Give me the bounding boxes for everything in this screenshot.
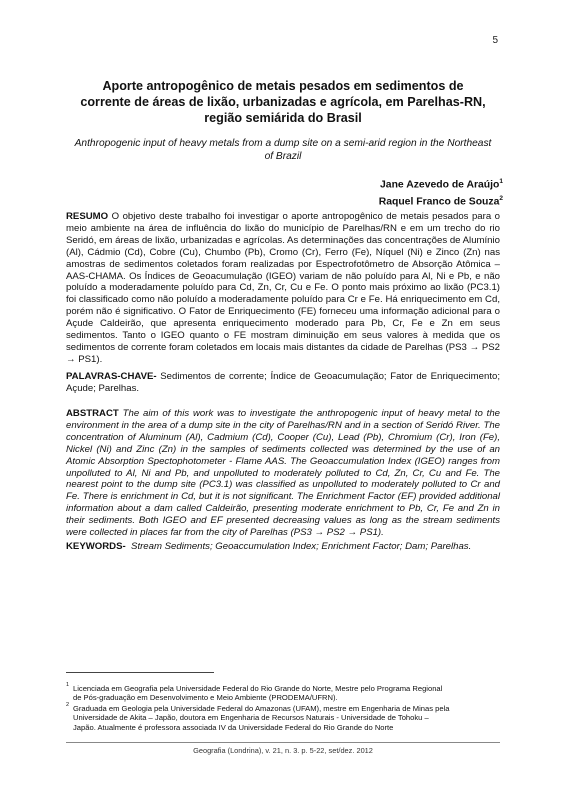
abstract-line: Fe. There is enrichment in Cd, but it is not significant. The Enrichment Factor (EF) provided additional	[66, 491, 500, 503]
author-name: Raquel Franco de Souza	[378, 196, 500, 208]
resumo-label: RESUMO	[66, 211, 109, 222]
journal-citation: Geografia (Londrina), v. 21, n. 3. p. 5-22, set/dez. 2012	[193, 746, 373, 755]
palavras-chave-text: Sedimentos de corrente; Índice de Geoacumulação; Fator de Enriquecimento;	[160, 371, 500, 382]
article-title	[62, 78, 504, 126]
palavras-chave-label: PALAVRAS-CHAVE-	[66, 371, 157, 382]
resumo-line: AAS-CHAMA. Os Índices de Geoacumulação (IGEO) variam de não poluído para Al, Ni e Pb, e não	[66, 270, 500, 282]
abstract-line: were collected in places far from the city of Parelhas (PS3 → PS2 → PS1).	[66, 527, 384, 539]
palavras-chave-line: Açude; Parelhas.	[66, 382, 140, 394]
abstract-line: their sediments. Both IGEO and EF presented decreasing values as long as the stream sediments	[66, 515, 500, 527]
author-note-mark: 2	[499, 195, 503, 203]
abstract-line: concentration of Aluminum (Al), Cadmium (Cd), Cooper (Cu), Lead (Pb), Chromium (Cr), Iron (Fe),	[66, 431, 500, 443]
palavras-chave-section	[66, 371, 500, 395]
resumo-line: sedimentos. Tanto o IGEO quanto o FE mostram diminuição em seus valores à medida que os	[66, 330, 500, 342]
resumo-line: poluído a moderadamente poluído para Cd, Zn, Cr, Cu e Fe. O ponto mais próximo ao lixão (PC3.1)	[66, 282, 500, 294]
title-line: corrente de áreas de lixão, urbanizadas e agrícola, em Parelhas-RN,	[80, 95, 486, 109]
resumo-section	[66, 211, 500, 366]
keywords-text: Stream Sediments; Geoaccumulation Index; Enrichment Factor; Dam; Parelhas.	[131, 541, 472, 552]
footnote-line: Licenciada em Geografia pela Universidade Federal do Rio Grande do Norte, Mestre pelo Programa Regional	[73, 684, 443, 693]
author	[379, 175, 503, 192]
resumo-line	[66, 211, 500, 223]
footnotes	[66, 684, 500, 733]
resumo-line: foi classificado como não poluído a moderadamente poluído para Cr e Fe. Há enriquecimento em Cd,	[66, 294, 500, 306]
english-title	[62, 137, 504, 163]
abstract-line: Nickel (Ni) and Zinc (Zn) in the samples of sediments collected was determined by the use of an	[66, 443, 500, 455]
title-line: região semiárida do Brasil	[204, 111, 362, 125]
abstract-line: environment in the area of a dump site in the city of Parelhas/RN and in a section of Seridó River. The	[66, 419, 500, 431]
footnote-line: Graduada em Geologia pela Universidade Federal do Amazonas (UFAM), mestre em Engenharia de Minas pela	[73, 703, 450, 713]
keywords-label: KEYWORDS-	[66, 541, 126, 552]
footnote-mark: 2	[66, 701, 70, 708]
abstract-line: unpolluted to Al, Ni and Pb, and unpolluted to moderately polluted to Cd, Zn, Cr, Cu and Fe. The	[66, 467, 500, 479]
palavras-chave-line	[66, 371, 500, 383]
author-note-mark: 1	[499, 178, 503, 185]
footnote-mark: 1	[66, 682, 70, 688]
footnote	[66, 701, 500, 732]
page-number: 5	[492, 35, 498, 46]
resumo-line: porém não é significativo. O Fator de Enriquecimento (FE) forneceu uma informação adicional para o	[66, 306, 500, 318]
abstract-section	[66, 408, 500, 539]
footnote-line: de Pós-graduação em Desenvolvimento e Meio Ambiente (PRODEMA/UFRN).	[73, 693, 338, 703]
abstract-text: The aim of this work was to investigate the anthropogenic input of heavy metal to the	[122, 408, 501, 419]
title-line: Aporte antropogênico de metais pesados em sedimentos de	[102, 79, 464, 93]
subtitle-line: of Brazil	[264, 151, 302, 162]
footnote-line: Japão. Atualmente é professora associada IV da Universidade Federal do Rio Grande do Norte	[73, 722, 394, 732]
abstract-label: ABSTRACT	[66, 408, 119, 419]
abstract-line: Atomic Absorption Spectophotometer - Flame AAS. The Geoaccumulation Index (IGEO) ranges from	[66, 455, 500, 467]
keywords-section	[66, 541, 500, 553]
abstract-line	[66, 408, 500, 420]
author-name: Jane Azevedo de Araújo	[380, 179, 500, 191]
abstract-line: information about a dam called Caldeirão, presenting moderate enrichment to Pb, Cr, Fe and Zn in	[66, 503, 500, 515]
subtitle-line: Anthropogenic input of heavy metals from a dump site on a semi-arid region in the Northeast	[74, 138, 492, 149]
footnote-separator	[66, 672, 214, 673]
resumo-line: Seridó, em áreas de lixão, urbanizadas e agrícolas. As determinações das concentrações de Alumínio	[66, 234, 500, 246]
abstract-line: nearest point to the dump site (PC3.1) was classified as unpolluted to moderately polluted to Cr and	[66, 479, 500, 491]
keywords-line	[66, 541, 500, 553]
author-list	[379, 175, 503, 210]
resumo-text: O objetivo deste trabalho foi investigar o aporte antropogênico de metais pesados para o	[111, 211, 500, 222]
resumo-line: amostras de sedimentos coletados foram realizadas por Espectrofotômetro de Absorção Atômica –	[66, 258, 500, 270]
resumo-line: Açude Caldeirão, que apresenta enriquecimento moderado para Pb, Cr, Fe e Zn em seus	[66, 318, 500, 330]
footnote-line: Universidade de Akita – Japão, doutora em Engenharia de Recursos Naturais - Universidade de Tohoku –	[73, 713, 429, 723]
resumo-line: meio ambiente na área de influência do lixão do município de Parelhas/RN e em um trecho do rio	[66, 222, 500, 234]
resumo-line: → PS1).	[66, 353, 103, 365]
resumo-line: sedimentos de corrente foram coletados em locais mais distantes da cidade de Parelhas (PS3 → PS2	[66, 341, 500, 353]
footnote	[66, 684, 500, 703]
author	[379, 192, 503, 209]
resumo-line: (Al), Cádmio (Cd), Cobre (Cu), Chumbo (Pb), Cromo (Cr), Ferro (Fe), Níquel (Ni) e Zinco (Zn) nas	[66, 246, 500, 258]
footer-separator	[66, 742, 500, 743]
